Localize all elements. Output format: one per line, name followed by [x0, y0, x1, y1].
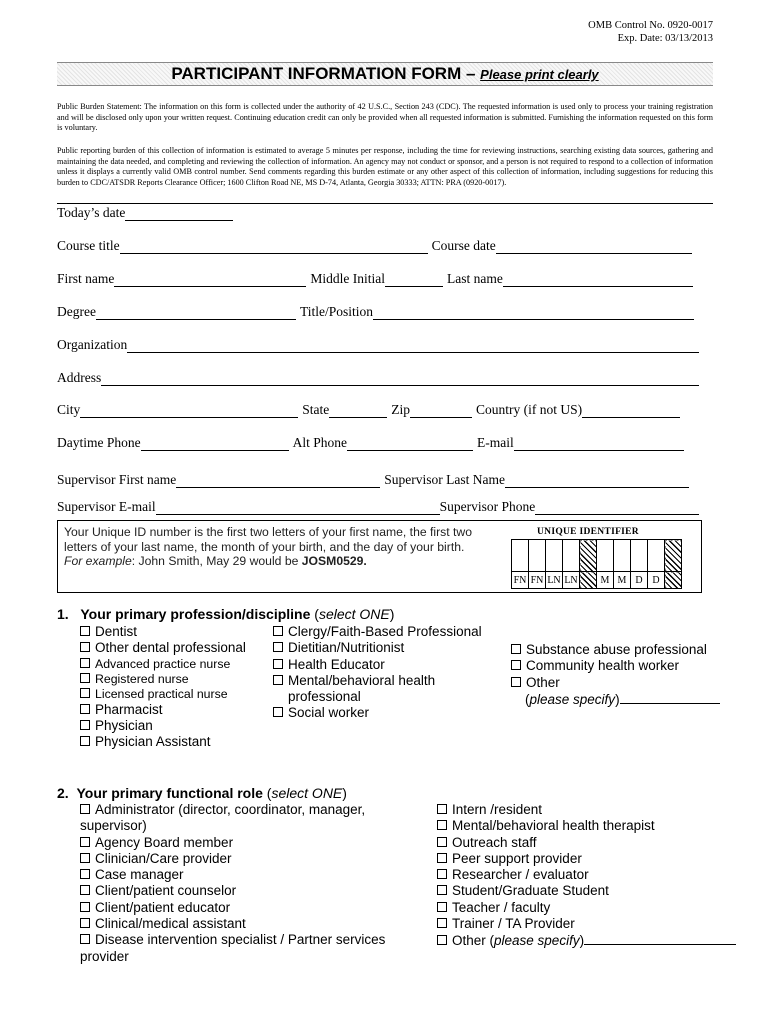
checkbox[interactable] [437, 853, 447, 863]
unique-id-instructions: Your Unique ID number is the first two letters of your first name, the first two letters of your last name, the month of your birth, and the day of your birth. For example: John Smith, May 29 would be JOSM0529. [64, 525, 472, 568]
uid-code-d2: D [648, 572, 665, 589]
supervisor-contact-field[interactable] [57, 499, 703, 515]
organization-label: Organization [57, 337, 128, 352]
title-position-label: Title/Position [299, 304, 374, 319]
q1-option-social-worker[interactable]: Social worker [273, 705, 482, 721]
title-subtitle: Please print clearly [480, 67, 599, 82]
address-label: Address [57, 370, 102, 385]
email-label: E-mail [477, 435, 514, 450]
checkbox[interactable] [80, 918, 90, 928]
q1-option-lpn[interactable]: Licensed practical nurse [80, 687, 246, 702]
q2-option-intern[interactable]: Intern /resident [437, 802, 736, 818]
q1-option-mental-health-cont: professional [288, 689, 361, 705]
checkbox[interactable] [80, 902, 90, 912]
q1-column-2 [273, 624, 482, 722]
supervisor-email-label: Supervisor E-mail [57, 499, 156, 514]
uid-code-ln2: LN [563, 572, 580, 589]
checkbox[interactable] [80, 642, 90, 652]
q2-option-mh-therapist[interactable]: Mental/behavioral health therapist [437, 818, 736, 834]
checkbox[interactable] [437, 902, 447, 912]
q2-option-clinician[interactable]: Clinician/Care provider [80, 851, 385, 867]
phone-field[interactable] [57, 435, 688, 451]
q2-option-administrator[interactable]: Administrator (director, coordinator, manager, [80, 802, 385, 818]
address-field[interactable] [57, 370, 703, 386]
checkbox[interactable] [437, 885, 447, 895]
q1-column-3 [511, 642, 720, 708]
checkbox[interactable] [273, 659, 283, 669]
name-field[interactable] [57, 271, 697, 287]
q1-option-rn[interactable]: Registered nurse [80, 672, 246, 687]
q1-option-apn[interactable]: Advanced practice nurse [80, 657, 246, 672]
q2-option-administrator-cont: supervisor) [80, 818, 147, 834]
unique-identifier-header: UNIQUE IDENTIFIER [537, 527, 639, 537]
checkbox[interactable] [80, 626, 90, 636]
zip-label: Zip [391, 402, 411, 417]
checkbox[interactable] [80, 720, 90, 730]
checkbox[interactable] [437, 935, 447, 945]
alt-phone-label: Alt Phone [292, 435, 348, 450]
checkbox[interactable] [80, 885, 90, 895]
uid-code-ln1: LN [546, 572, 563, 589]
q2-option-other[interactable]: Other (please specify) [437, 932, 736, 949]
checkbox[interactable] [80, 704, 90, 714]
checkbox[interactable] [80, 736, 90, 746]
checkbox[interactable] [273, 642, 283, 652]
location-field[interactable] [57, 402, 684, 418]
checkbox[interactable] [273, 675, 283, 685]
checkbox[interactable] [273, 707, 283, 717]
q2-option-researcher[interactable]: Researcher / evaluator [437, 867, 736, 883]
q1-option-other[interactable]: Other [511, 675, 720, 691]
checkbox[interactable] [80, 869, 90, 879]
uid-code-fn1: FN [512, 572, 529, 589]
expiration-date: Exp. Date: 03/13/2013 [617, 33, 713, 44]
checkbox[interactable] [80, 853, 90, 863]
last-name-label: Last name [447, 271, 503, 286]
country-label: Country (if not US) [476, 402, 583, 417]
checkbox[interactable] [80, 688, 90, 698]
q2-option-student[interactable]: Student/Graduate Student [437, 883, 736, 899]
q1-option-physician[interactable]: Physician [80, 718, 246, 734]
course-date-label: Course date [431, 238, 496, 253]
supervisor-last-name-label: Supervisor Last Name [384, 472, 505, 487]
course-title-label: Course title [57, 238, 120, 253]
first-name-label: First name [57, 271, 115, 286]
q1-option-community-health[interactable]: Community health worker [511, 658, 720, 674]
divider [57, 203, 713, 204]
q2-option-counselor[interactable]: Client/patient counselor [80, 883, 385, 899]
checkbox[interactable] [437, 820, 447, 830]
q2-option-case-manager[interactable]: Case manager [80, 867, 385, 883]
q1-option-dietitian[interactable]: Dietitian/Nutritionist [273, 640, 482, 656]
q2-option-medical-assistant[interactable]: Clinical/medical assistant [80, 916, 385, 932]
uid-code-d1: D [631, 572, 648, 589]
q1-option-other-dental[interactable]: Other dental professional [80, 640, 246, 656]
organization-field[interactable] [57, 337, 703, 353]
state-label: State [302, 402, 330, 417]
daytime-phone-label: Daytime Phone [57, 435, 141, 450]
uid-end [665, 572, 682, 589]
checkbox[interactable] [80, 934, 90, 944]
q1-option-mental-health[interactable]: Mental/behavioral health [273, 673, 482, 689]
form-title: PARTICIPANT INFORMATION FORM – Please print clearly [171, 64, 599, 83]
checkbox[interactable] [437, 837, 447, 847]
supervisor-name-field[interactable] [57, 472, 693, 488]
checkbox[interactable] [511, 660, 521, 670]
q1-heading: 1. Your primary profession/discipline (select ONE) [57, 606, 395, 622]
q1-column-1 [80, 624, 246, 750]
checkbox[interactable] [437, 918, 447, 928]
omb-control-number: OMB Control No. 0920-0017 [588, 20, 713, 31]
q2-option-disease-intervention-cont: provider [80, 948, 129, 964]
uid-code-m2: M [614, 572, 631, 589]
checkbox[interactable] [80, 837, 90, 847]
q2-column-2 [437, 802, 736, 950]
q2-option-disease-intervention[interactable]: Disease intervention specialist / Partner services [80, 932, 385, 948]
q2-option-teacher[interactable]: Teacher / faculty [437, 900, 736, 916]
q2-column-1 [80, 802, 385, 965]
q1-other-specify[interactable]: (please specify) [511, 691, 720, 708]
q2-option-board-member[interactable]: Agency Board member [80, 835, 385, 851]
middle-initial-label: Middle Initial [310, 271, 385, 286]
q1-option-dentist[interactable]: Dentist [80, 624, 246, 640]
checkbox[interactable] [437, 869, 447, 879]
uid-code-fn2: FN [529, 572, 546, 589]
todays-date-label: Today’s date [57, 205, 126, 220]
q2-heading: 2. Your primary functional role (select ONE) [57, 785, 347, 801]
uid-separator [580, 572, 597, 589]
checkbox[interactable] [511, 644, 521, 654]
checkbox[interactable] [273, 626, 283, 636]
q2-option-trainer[interactable]: Trainer / TA Provider [437, 916, 736, 932]
checkbox[interactable] [80, 673, 90, 683]
q2-option-peer-support[interactable]: Peer support provider [437, 851, 736, 867]
uid-code-m1: M [597, 572, 614, 589]
supervisor-first-name-label: Supervisor First name [57, 472, 177, 487]
q1-option-health-educator[interactable]: Health Educator [273, 657, 482, 673]
checkbox[interactable] [511, 677, 521, 687]
q1-option-physician-assistant[interactable]: Physician Assistant [80, 734, 246, 750]
checkbox[interactable] [80, 804, 90, 814]
q1-option-clergy[interactable]: Clergy/Faith-Based Professional [273, 624, 482, 640]
public-burden-statement: Public Burden Statement: The information on this form is collected under the authority of 42 U.S.C., Section 243 (CDC). The requested information is used only to process your training registration and will be disclosed only upon your written request. Continuing education credit can only be provided when all requested information is submitted. Furnishing the information requested on this form is voluntary. [57, 102, 713, 133]
supervisor-phone-label: Supervisor Phone [439, 499, 536, 514]
q2-option-educator[interactable]: Client/patient educator [80, 900, 385, 916]
checkbox[interactable] [80, 658, 90, 668]
checkbox[interactable] [437, 804, 447, 814]
degree-field[interactable] [57, 304, 698, 320]
reporting-burden-statement: Public reporting burden of this collection of information is estimated to average 5 minutes per response, including the time for reviewing instructions, searching existing data sources, gathering and maintaining the data needed, and completing and reviewing the collection of information. An agency may not conduct or sponsor, and a person is not required to respond to a collection of information unless it displays a currently valid OMB control number. Send comments regarding this burden estimate or any other aspect of this collection of information, including suggestions for reducing this burden to CDC/ATSDR Reports Clearance Officer; 1600 Clifton Road NE, MS D-74, Atlanta, Georgia 30333; ATTN: PRA (0920-0017). [57, 146, 713, 187]
q1-option-pharmacist[interactable]: Pharmacist [80, 702, 246, 718]
city-label: City [57, 402, 81, 417]
degree-label: Degree [57, 304, 96, 319]
q2-option-outreach[interactable]: Outreach staff [437, 835, 736, 851]
q1-option-substance-abuse[interactable]: Substance abuse professional [511, 642, 720, 658]
course-title-field[interactable] [57, 238, 696, 254]
todays-date-field[interactable] [57, 205, 237, 221]
unique-identifier-grid[interactable] [511, 539, 682, 589]
